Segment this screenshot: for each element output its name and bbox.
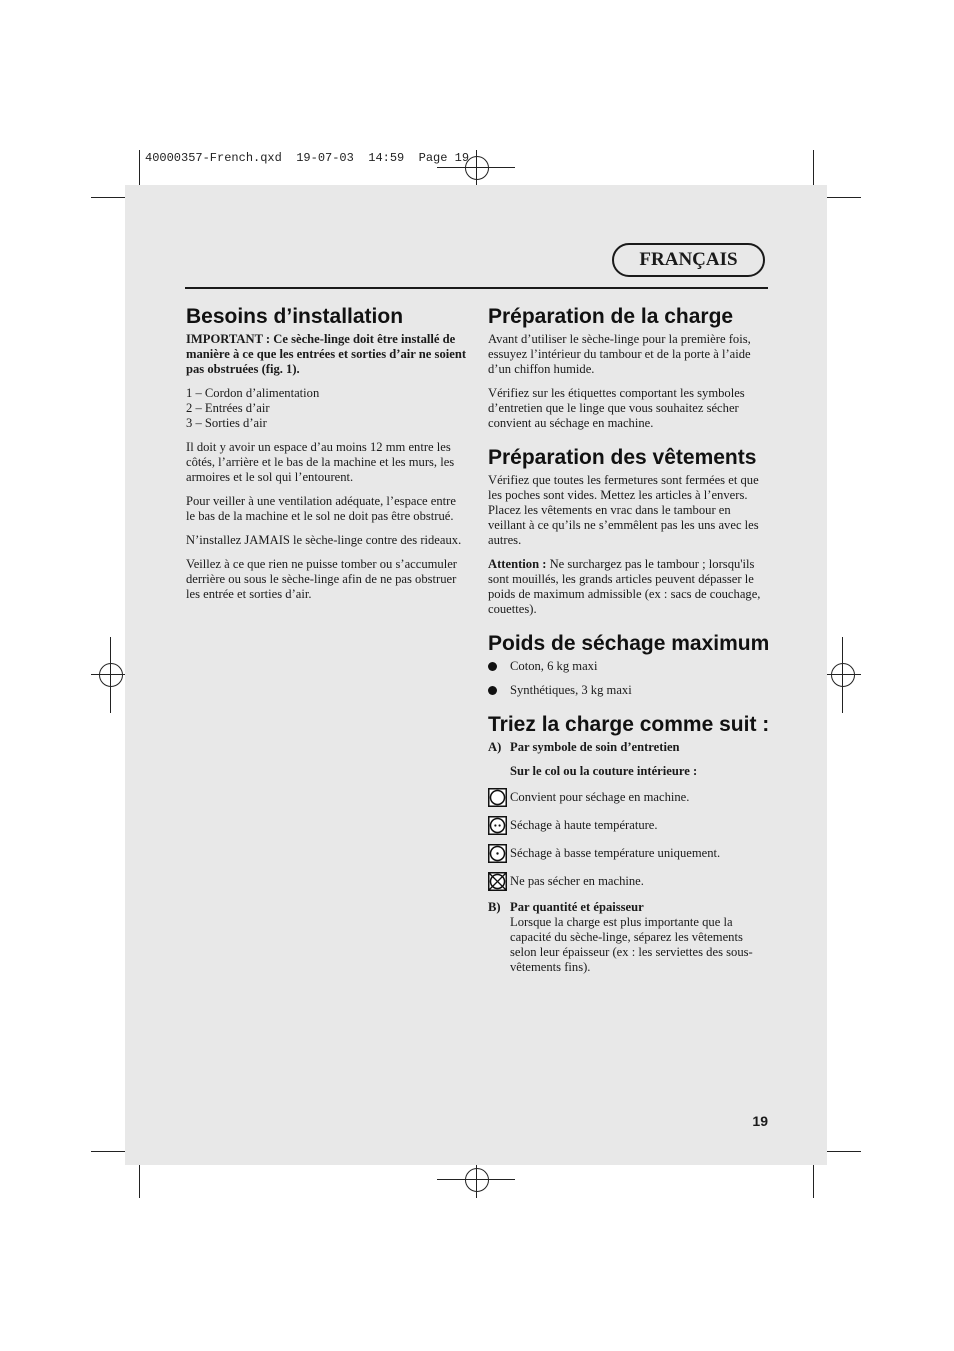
crop-mark	[813, 1160, 814, 1198]
care-symbol-text: Convient pour séchage en machine.	[510, 790, 690, 804]
item-title: Par symbole de soin d’entretien	[510, 740, 680, 754]
left-column	[186, 306, 468, 611]
parts-list	[186, 386, 468, 431]
section-title-vetements: Préparation des vêtements	[488, 446, 757, 469]
crop-mark	[139, 150, 140, 186]
section-title-poids: Poids de séchage maximum	[488, 632, 770, 655]
list-item	[488, 683, 770, 698]
attention-text: Ne surchargez pas le tambour ; lorsqu'ils sont mouillés, les grands articles peuvent dépasser le poids de maximum admissible (ex : sacs de couchage, couettes).	[488, 557, 761, 616]
crop-mark	[813, 150, 814, 186]
item-title: Par quantité et épaisseur	[510, 900, 644, 914]
tumble-dry-high-icon	[488, 816, 507, 835]
registration-circle	[465, 156, 489, 180]
sort-item-b	[488, 900, 770, 975]
language-badge: FRANÇAIS	[612, 243, 765, 277]
registration-circle	[99, 663, 123, 687]
crop-mark	[823, 1151, 861, 1152]
do-not-tumble-dry-icon	[488, 872, 507, 891]
registration-circle	[465, 1168, 489, 1192]
sort-item-a	[488, 740, 770, 755]
page-number: 19	[752, 1113, 768, 1129]
care-symbol-text: Séchage à basse température uniquement.	[510, 846, 721, 860]
tumble-dry-low-icon	[488, 844, 507, 863]
section-title-installation: Besoins d’installation	[186, 305, 404, 328]
care-symbol-row	[488, 816, 770, 835]
list-item-text: Synthétiques, 3 kg maxi	[510, 683, 632, 697]
header-rule	[185, 287, 768, 289]
item-body	[510, 900, 770, 975]
important-notice: IMPORTANT : Ce sèche-linge doit être installé de manière à ce que les entrées et sorties d’air ne soient pas obstruées (fig. 1).	[186, 332, 467, 376]
parts-list-item: 2 – Entrées d’air	[186, 401, 270, 415]
item-label: A)	[488, 740, 502, 754]
file-slug: 40000357-French.qxd 19-07-03 14:59 Page 19	[145, 151, 470, 165]
section-title-triez: Triez la charge comme suit :	[488, 713, 770, 736]
paragraph: Vérifiez sur les étiquettes comportant les symboles d’entretien que le linge que vous souhaitez sécher convient au séchage en machine.	[488, 386, 745, 430]
section-title-charge: Préparation de la charge	[488, 305, 734, 328]
paragraph: Vérifiez que toutes les fermetures sont fermées et que les poches sont vides. Mettez les articles à l’envers. Placez les vêtements en vrac dans le tambour en veillant à ce qu’ils ne s’emmêlent pas les uns avec les autres.	[488, 473, 759, 547]
item-label: B)	[488, 900, 501, 914]
care-symbol-text: Séchage à haute température.	[510, 818, 658, 832]
paragraph: N’installez JAMAIS le sèche-linge contre des rideaux.	[186, 533, 462, 547]
item-text: Lorsque la charge est plus importante que la capacité du sèche-linge, séparez les vêtements selon leur épaisseur (ex : les serviettes des sous-vêtements fins).	[510, 915, 753, 974]
bullet-icon	[488, 662, 497, 671]
list-item-text: Coton, 6 kg maxi	[510, 659, 598, 673]
care-symbol-row	[488, 788, 770, 807]
crop-mark	[91, 1151, 129, 1152]
attention-label: Attention :	[488, 557, 547, 571]
paragraph: Pour veiller à une ventilation adéquate, l’espace entre le bas de la machine et le sol ne doit pas être obstrué.	[186, 494, 456, 523]
parts-list-item: 3 – Sorties d’air	[186, 416, 267, 430]
bullet-icon	[488, 686, 497, 695]
crop-mark	[139, 1160, 140, 1198]
right-column	[488, 306, 770, 984]
attention-paragraph	[488, 557, 770, 617]
tumble-dry-icon	[488, 788, 507, 807]
list-item	[488, 659, 770, 674]
parts-list-item: 1 – Cordon d’alimentation	[186, 386, 320, 400]
registration-circle	[831, 663, 855, 687]
paragraph: Veillez à ce que rien ne puisse tomber ou s’accumuler derrière ou sous le sèche-linge afin de ne pas obstruer les entrée et sorties d’air.	[186, 557, 458, 601]
crop-mark	[91, 197, 129, 198]
care-symbol-row	[488, 844, 770, 863]
care-symbol-row	[488, 872, 770, 891]
item-subtitle: Sur le col ou la couture intérieure :	[510, 764, 698, 778]
care-symbol-text: Ne pas sécher en machine.	[510, 874, 644, 888]
paragraph: Il doit y avoir un espace d’au moins 12 mm entre les côtés, l’arrière et le bas de la machine et les murs, les armoires et le sol qui l’entourent.	[186, 440, 455, 484]
crop-mark	[823, 197, 861, 198]
paragraph: Avant d’utiliser le sèche-linge pour la première fois, essuyez l’intérieur du tambour et de la porte à l’aide d’un chiffon humide.	[488, 332, 751, 376]
